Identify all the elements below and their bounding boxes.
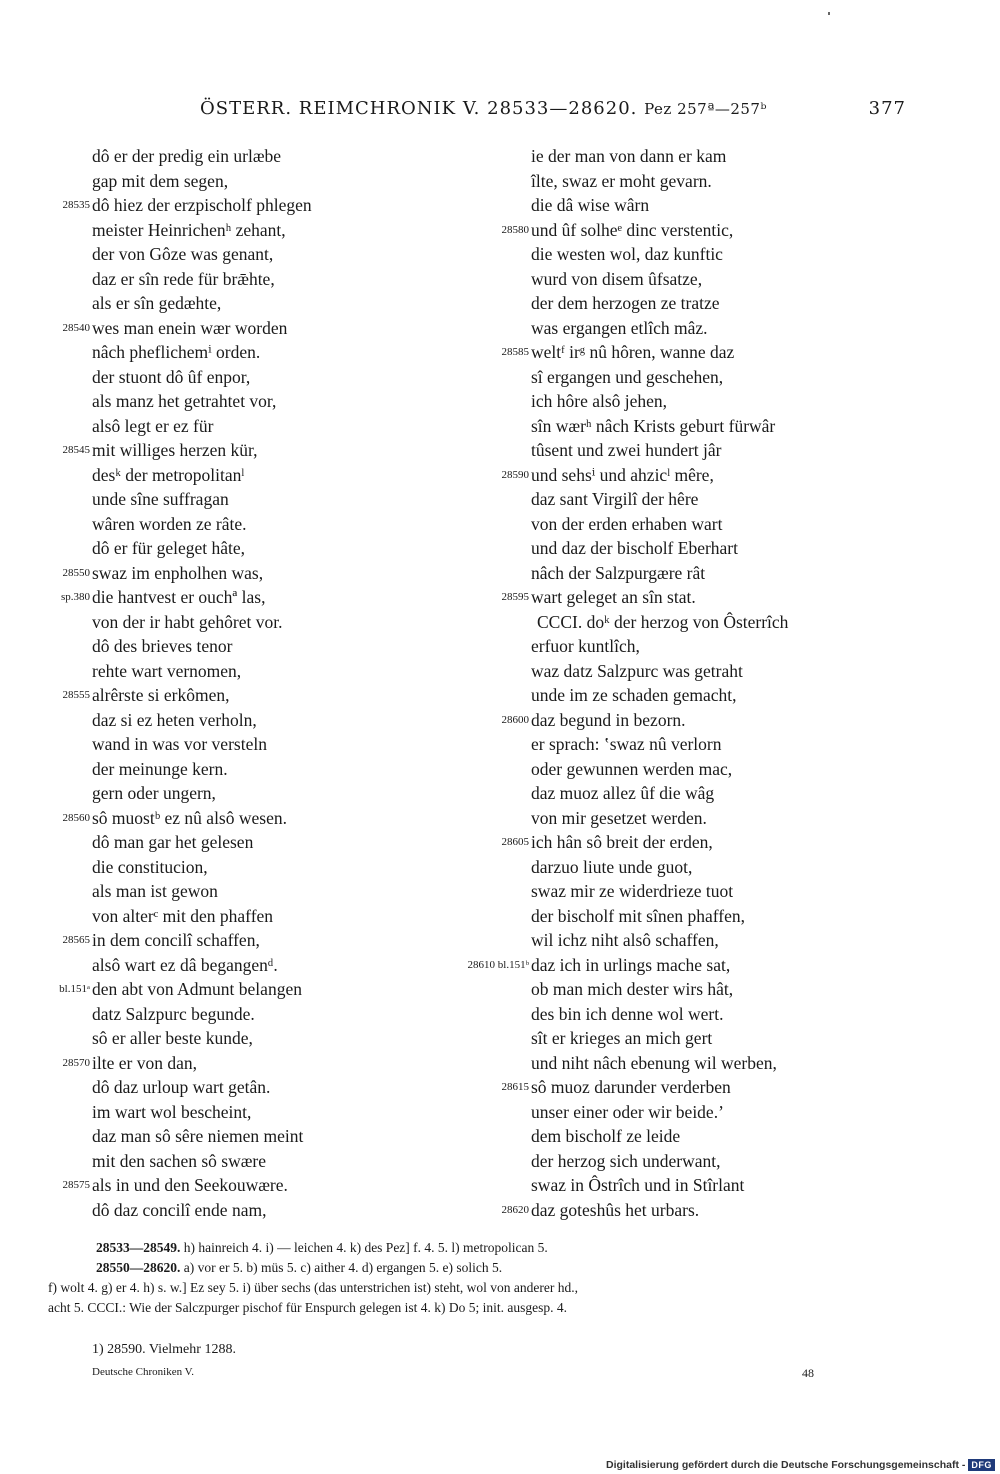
verse-text: der von Gôze was genant,	[92, 244, 274, 264]
verse-line	[501, 1075, 901, 1100]
verse-text: sô er aller beste kunde,	[92, 1028, 253, 1048]
verse-text: wil ichz niht alsô schaffen,	[531, 930, 719, 950]
verse-text: er sprach: ʽswaz nû verlorn	[531, 734, 722, 754]
verse-line	[531, 904, 901, 929]
imprint: Deutsche Chroniken V.	[92, 1366, 194, 1378]
verse-line	[92, 267, 452, 292]
verse-line	[501, 830, 901, 855]
verse-line	[92, 781, 452, 806]
verse-number: 28585	[501, 346, 529, 358]
verse-text: von der ir habt gehôret vor.	[92, 611, 283, 632]
verse-text: und niht nâch ebenung wil werben,	[531, 1052, 777, 1073]
verse-text: swaz mir ze widerdrieze tuot	[531, 881, 734, 901]
verse-line	[531, 438, 901, 463]
verse-text: alsô wart ez dâ begangenᵈ.	[92, 954, 278, 975]
verse-text: als man ist gewon	[92, 881, 218, 901]
verse-line	[92, 757, 452, 782]
verse-text: alsô legt er ez für	[92, 415, 214, 436]
verse-number: 28545	[62, 444, 90, 456]
verse-line	[531, 1173, 901, 1198]
verse-line	[62, 561, 452, 586]
verse-text: ie der man von dann er kam	[531, 146, 727, 166]
verse-number: bl.151ᵃ	[59, 983, 90, 995]
verse-text: wes man enein wær worden	[92, 317, 288, 338]
verse-number: 28555	[62, 689, 90, 701]
verse-line	[92, 536, 452, 561]
verse-line	[92, 169, 452, 194]
verse-line	[92, 1100, 452, 1125]
verse-line	[531, 365, 901, 390]
verse-number: 28600	[501, 713, 529, 726]
verse-line	[92, 291, 452, 316]
verse-number: sp.380	[60, 591, 90, 603]
verse-text: sît er krieges an mich gert	[531, 1028, 713, 1048]
verse-line	[92, 855, 452, 880]
verse-text: von mir gesetzet werden.	[531, 807, 707, 828]
dfg-funding-bar	[606, 1457, 995, 1472]
verse-line	[531, 316, 901, 341]
verse-line	[92, 340, 452, 365]
verse-line	[92, 1124, 452, 1149]
verse-text: rehte wart vernomen,	[92, 660, 242, 681]
verse-line	[531, 977, 901, 1002]
verse-text: tûsent und zwei hundert jâr	[531, 440, 722, 460]
verse-text: erfuor kuntlîch,	[531, 636, 640, 656]
verse-number: 28550	[62, 566, 90, 579]
verse-text: dô daz urloup wart getân.	[92, 1077, 271, 1097]
verse-text: als er sîn gedæhte,	[92, 293, 222, 313]
verse-text: darzuo liute unde guot,	[531, 856, 693, 877]
verse-line	[531, 512, 901, 537]
verse-number: 28570	[62, 1056, 90, 1069]
verse-text: unde im ze schaden gemacht,	[531, 685, 737, 705]
verse-text: und sehsⁱ und ahzicˡ mêre,	[531, 464, 714, 485]
verse-number: 28590	[501, 468, 529, 481]
verse-line	[501, 1198, 901, 1223]
verse-line	[467, 953, 901, 978]
verse-line	[531, 169, 901, 194]
verse-text: unser einer oder wir beide.ʼ	[531, 1101, 724, 1122]
verse-line	[60, 585, 452, 610]
verse-line	[92, 1149, 452, 1174]
verse-text: nâch pheflichemⁱ orden.	[92, 342, 261, 362]
verse-line	[531, 1124, 901, 1149]
apparatus-range: 28533—28549.	[96, 1240, 181, 1255]
verse-text: datz Salzpurc begunde.	[92, 1003, 255, 1024]
verse-text: daz er sîn rede für brǣhte,	[92, 268, 275, 289]
verse-number: 28605	[501, 836, 529, 848]
verse-text: daz begund in bezorn.	[531, 709, 686, 730]
verse-line	[531, 291, 901, 316]
verse-line	[92, 659, 452, 684]
verse-text: swaz im enpholhen was,	[92, 562, 264, 583]
verse-line	[531, 855, 901, 880]
verse-number: 28595	[501, 591, 529, 603]
verse-text: der bischolf mit sînen phaffen,	[531, 905, 745, 926]
verse-number: 28620	[501, 1203, 529, 1216]
verse-line	[531, 683, 901, 708]
verse-text: daz goteshûs het urbars.	[531, 1199, 700, 1220]
verse-line	[501, 218, 901, 243]
verse-line	[531, 1149, 901, 1174]
verse-line	[531, 144, 901, 169]
verse-line	[62, 806, 452, 831]
verse-number: 28565	[62, 934, 90, 946]
verse-number: 28580	[501, 223, 529, 236]
verse-line	[531, 732, 901, 757]
verse-line	[531, 1100, 901, 1125]
verse-text: den abt von Admunt belangen	[92, 979, 302, 999]
verse-text: der dem herzogen ze tratze	[531, 293, 720, 313]
running-header	[200, 98, 906, 124]
verse-text: sîn wærʰ nâch Krists geburt fürwâr	[531, 415, 776, 436]
verse-text: dô man gar het gelesen	[92, 832, 254, 852]
verse-line	[92, 610, 452, 635]
signature-number: 48	[802, 1366, 814, 1380]
verse-text: mit williges herzen kür,	[92, 440, 258, 460]
verse-text: daz ich in urlings mache sat,	[531, 954, 731, 975]
verse-line	[92, 512, 452, 537]
verse-text: der meinunge kern.	[92, 758, 228, 779]
verse-line	[531, 610, 901, 635]
verse-line	[62, 438, 452, 463]
verse-text: und ûf solheᵉ dinc verstentic,	[531, 219, 734, 240]
verse-line	[501, 463, 901, 488]
verse-text: desᵏ der metropolitanˡ	[92, 464, 245, 485]
verse-line	[531, 487, 901, 512]
verse-text: und daz der bischolf Eberhart	[531, 538, 739, 558]
verse-line	[92, 218, 452, 243]
verse-line	[92, 1198, 452, 1223]
page-number: 377	[868, 98, 906, 119]
verse-line	[531, 389, 901, 414]
verse-text: wurd von disem ûfsatze,	[531, 268, 703, 289]
verse-text: wand in was vor versteln	[92, 734, 267, 754]
verse-text: wâren worden ze râte.	[92, 513, 247, 534]
verse-line	[92, 708, 452, 733]
verse-line	[92, 389, 452, 414]
dfg-text: Digitalisierung gefördert durch die Deutsche Forschungsgemeinschaft -	[606, 1458, 966, 1471]
verse-line	[92, 830, 452, 855]
verse-text: als in und den Seekouwære.	[92, 1175, 288, 1195]
verse-text: unde sîne suffragan	[92, 489, 229, 509]
verse-text: gern oder ungern,	[92, 783, 216, 803]
verse-text: daz man sô sêre niemen meint	[92, 1126, 304, 1146]
verse-line	[92, 463, 452, 488]
verse-number: 28610 bl.151ᵇ	[467, 958, 529, 971]
verse-text: ilte er von dan,	[92, 1052, 197, 1073]
verse-line	[531, 561, 901, 586]
verse-text: die westen wol, daz kunftic	[531, 244, 723, 264]
verse-text: waz datz Salzpurc was getraht	[531, 660, 743, 681]
verse-line	[531, 414, 901, 439]
verse-text: des bin ich denne wol wert.	[531, 1003, 724, 1024]
verse-text: der stuont dô ûf enpor,	[92, 366, 251, 387]
verse-text: weltᶠ irᵍ nû hôren, wanne daz	[531, 342, 735, 362]
verse-line	[92, 1026, 452, 1051]
dfg-logo: DFG	[968, 1459, 995, 1471]
verse-text: ob man mich dester wirs hât,	[531, 979, 734, 999]
verse-line	[59, 977, 452, 1002]
verse-text: sô muostᵇ ez nû alsô wesen.	[92, 807, 287, 828]
verse-text: die constitucion,	[92, 856, 208, 877]
verse-text: îlte, swaz er moht gevarn.	[531, 170, 712, 191]
verse-line	[531, 1026, 901, 1051]
verse-text: dô daz concilî ende nam,	[92, 1199, 267, 1220]
verse-text: gap mit dem segen,	[92, 170, 229, 191]
verse-text: CCCI. doᵏ der herzog von Ôsterrîch	[537, 611, 789, 632]
verse-text: ich hân sô breit der erden,	[531, 832, 713, 852]
verse-text: die dâ wise wârn	[531, 195, 650, 215]
verse-text: daz si ez heten verholn,	[92, 709, 257, 730]
scan-mark	[828, 12, 830, 15]
verse-text: dô er für geleget hâte,	[92, 538, 246, 558]
verse-line	[62, 1173, 452, 1198]
verse-line	[62, 193, 452, 218]
verse-line	[92, 242, 452, 267]
verse-line	[92, 879, 452, 904]
apparatus-row: f) wolt 4. g) er 4. h) s. w.] Ez sey 5. i) über sechs (das unterstrichen ist) steht, wol von anderer hd.,	[48, 1280, 578, 1295]
verse-line	[531, 806, 901, 831]
verse-line	[501, 585, 901, 610]
verse-line	[531, 928, 901, 953]
verse-line	[92, 487, 452, 512]
apparatus-row	[48, 1258, 908, 1278]
verse-line	[531, 781, 901, 806]
verse-line	[92, 1002, 452, 1027]
verse-line	[92, 365, 452, 390]
verse-text: sô muoz darunder verderben	[531, 1077, 731, 1097]
verse-line	[62, 683, 452, 708]
verse-line	[531, 1002, 901, 1027]
footnote: 1) 28590. Vielmehr 1288.	[92, 1342, 236, 1357]
verse-line	[92, 634, 452, 659]
verse-text: die hantvest er ouchª las,	[92, 587, 266, 607]
apparatus-row: acht 5. CCCI.: Wie der Salczpurger pischof für Enspurch gelegen ist 4. k) Do 5; init. ausgesp. 4.	[48, 1300, 567, 1315]
verse-text: als manz het getrahtet vor,	[92, 391, 277, 411]
verse-line	[531, 267, 901, 292]
verse-line	[531, 757, 901, 782]
verse-number: 28575	[62, 1179, 90, 1191]
pez-reference: Pez 257ª—257ᵇ	[644, 100, 767, 118]
critical-apparatus	[48, 1238, 908, 1318]
verse-line	[92, 144, 452, 169]
verse-line	[531, 193, 901, 218]
running-title-text: ÖSTERR. REIMCHRONIK V. 28533—28620.	[200, 98, 638, 119]
verse-text: alrêrste si erkômen,	[92, 685, 230, 705]
verse-text: ich hôre alsô jehen,	[531, 391, 668, 411]
verse-line	[531, 634, 901, 659]
verse-line	[62, 928, 452, 953]
verse-text: daz sant Virgilî der hêre	[531, 489, 699, 509]
verse-text: mit den sachen sô swære	[92, 1150, 266, 1171]
verse-line	[92, 1075, 452, 1100]
verse-text: dô hiez der erzpischolf phlegen	[92, 195, 312, 215]
verse-text: was ergangen etlîch mâz.	[531, 317, 708, 338]
right-text-column	[467, 144, 901, 1222]
verse-number: 28615	[501, 1081, 529, 1093]
verse-line	[92, 732, 452, 757]
verse-line	[501, 708, 901, 733]
verse-line	[92, 953, 452, 978]
verse-text: sî ergangen und geschehen,	[531, 366, 724, 387]
apparatus-range: 28550—28620.	[96, 1260, 181, 1275]
verse-text: im wart wol bescheint,	[92, 1101, 252, 1122]
verse-text: in dem concilî schaffen,	[92, 930, 260, 950]
verse-text: oder gewunnen werden mac,	[531, 758, 733, 779]
verse-line	[531, 242, 901, 267]
verse-number: 28560	[62, 811, 90, 824]
verse-text: swaz in Ôstrîch und in Stîrlant	[531, 1175, 745, 1195]
verse-line	[501, 340, 901, 365]
verse-text: dô des brieves tenor	[92, 636, 233, 656]
verse-text: nâch der Salzpurgære rât	[531, 562, 706, 583]
verse-line	[92, 904, 452, 929]
verse-number: 28535	[62, 199, 90, 211]
verse-line	[531, 879, 901, 904]
verse-text: meister Heinrichenʰ zehant,	[92, 219, 286, 240]
verse-line	[531, 659, 901, 684]
verse-text: dem bischolf ze leide	[531, 1126, 681, 1146]
verse-text: dô er der predig ein urlæbe	[92, 146, 282, 166]
verse-line	[531, 536, 901, 561]
verse-text: von der erden erhaben wart	[531, 513, 723, 534]
verse-number: 28540	[62, 321, 90, 334]
verse-text: der herzog sich underwant,	[531, 1150, 721, 1171]
apparatus-text: h) hainreich 4. i) — leichen 4. k) des Pez] f. 4. 5. l) metropolican 5.	[183, 1240, 548, 1255]
verse-text: daz muoz allez ûf die wâg	[531, 783, 715, 803]
verse-line	[92, 414, 452, 439]
verse-line	[62, 1051, 452, 1076]
verse-line	[62, 316, 452, 341]
verse-text: von alterᶜ mit den phaffen	[92, 905, 274, 926]
apparatus-row	[48, 1238, 908, 1258]
verse-text: wart geleget an sîn stat.	[531, 587, 696, 607]
apparatus-text: a) vor er 5. b) müs 5. c) aither 4. d) ergangen 5. e) solich 5.	[183, 1260, 503, 1275]
left-text-column	[59, 144, 452, 1222]
verse-line	[531, 1051, 901, 1076]
running-title	[200, 98, 767, 119]
